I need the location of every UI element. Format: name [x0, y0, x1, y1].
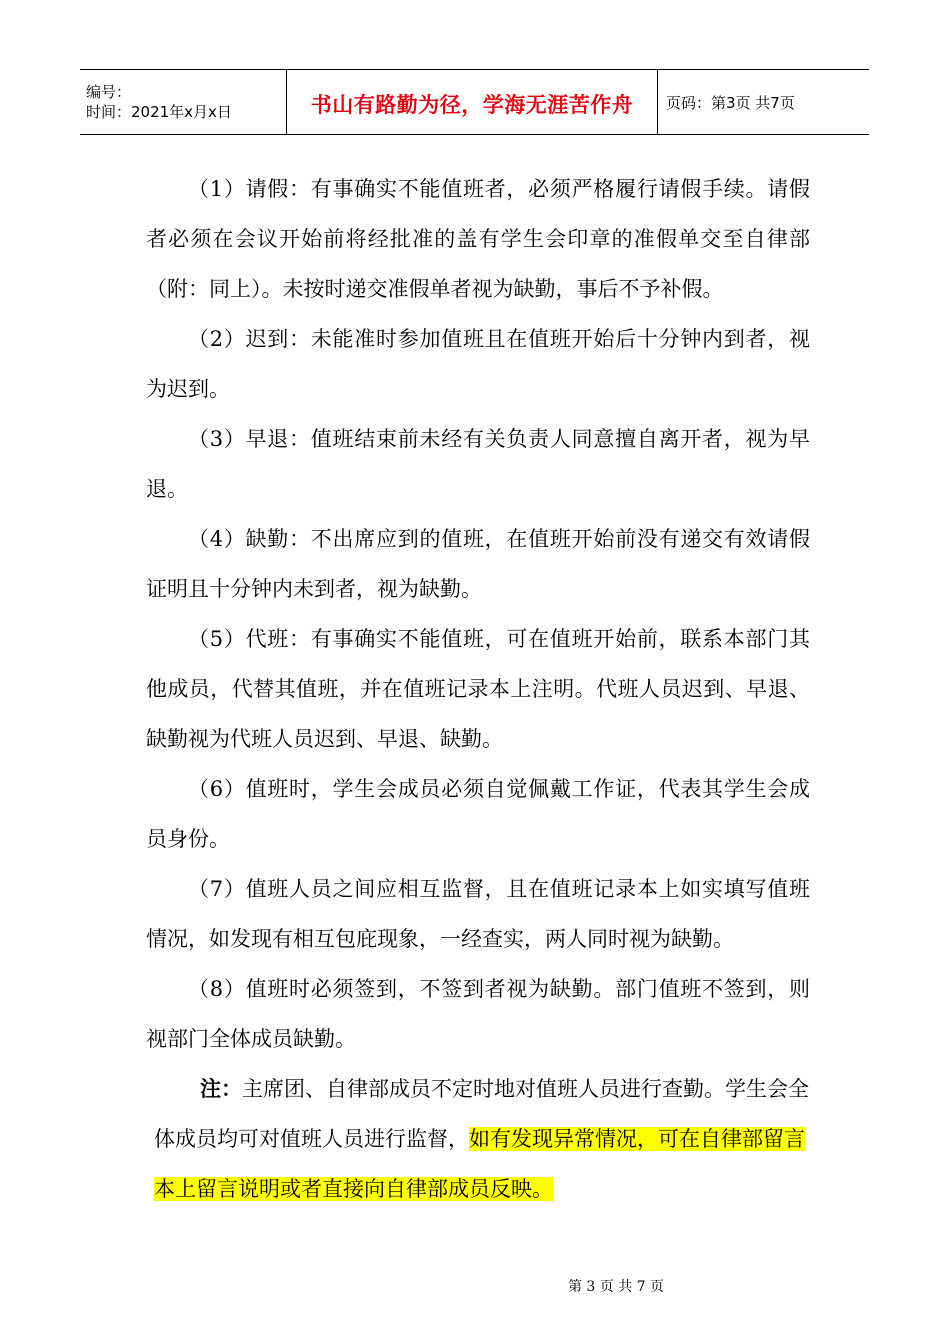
header-page-cell — [658, 70, 870, 135]
note-text: 主席团、自律部成员不定时地对值班人员进行查勤。学生会全体成员均可对值班人员进行监督， — [154, 1077, 809, 1151]
rule-paragraph: （7）值班人员之间应相互监督，且在值班记录本上如实填写值班情况，如发现有相互包庇现象，一经查实，两人同时视为缺勤。 — [146, 877, 810, 951]
document-body — [146, 164, 810, 1064]
rule-paragraph: （6）值班时，学生会成员必须自觉佩戴工作证，代表其学生会成员身份。 — [146, 777, 810, 851]
note-section — [154, 1064, 814, 1214]
header-page-info: 页码：第3页 共7页 — [666, 93, 795, 112]
rule-paragraph: （8）值班时必须签到，不签到者视为缺勤。部门值班不签到，则视部门全体成员缺勤。 — [146, 977, 810, 1051]
page-footer — [0, 1276, 950, 1296]
rule-paragraph: （2）迟到：未能准时参加值班且在值班开始后十分钟内到者，视为迟到。 — [146, 327, 810, 401]
header-motto: 书山有路勤为径，学海无涯苦作舟 — [310, 93, 634, 117]
header-motto-cell — [287, 70, 658, 135]
rule-paragraph: （1）请假：有事确实不能值班者，必须严格履行请假手续。请假者必须在会议开始前将经批准的盖有学生会印章的准假单交至自律部（附：同上）。未按时递交准假单者视为缺勤，事后不予补假。 — [146, 177, 810, 301]
note-paragraph — [154, 1064, 814, 1214]
header-meta-cell — [80, 70, 287, 135]
footer-page-number: 第 3 页 共 7 页 — [567, 1279, 665, 1295]
note-label: 注： — [200, 1076, 242, 1101]
note-highlighted-text: 如有发现异常情况，可在自律部留言本上留言说明或者直接向自律部成员反映。 — [154, 1127, 805, 1201]
document-header — [80, 69, 869, 135]
document-date: 时间：2021年x月x日 — [86, 103, 232, 121]
document-number-label: 编号： — [86, 83, 132, 101]
rule-paragraph: （3）早退：值班结束前未经有关负责人同意擅自离开者，视为早退。 — [146, 427, 810, 501]
rule-paragraph: （5）代班：有事确实不能值班，可在值班开始前，联系本部门其他成员，代替其值班，并在值班记录本上注明。代班人员迟到、早退、缺勤视为代班人员迟到、早退、缺勤。 — [146, 627, 810, 751]
rule-paragraph: （4）缺勤：不出席应到的值班，在值班开始前没有递交有效请假证明且十分钟内未到者，视为缺勤。 — [146, 527, 810, 601]
